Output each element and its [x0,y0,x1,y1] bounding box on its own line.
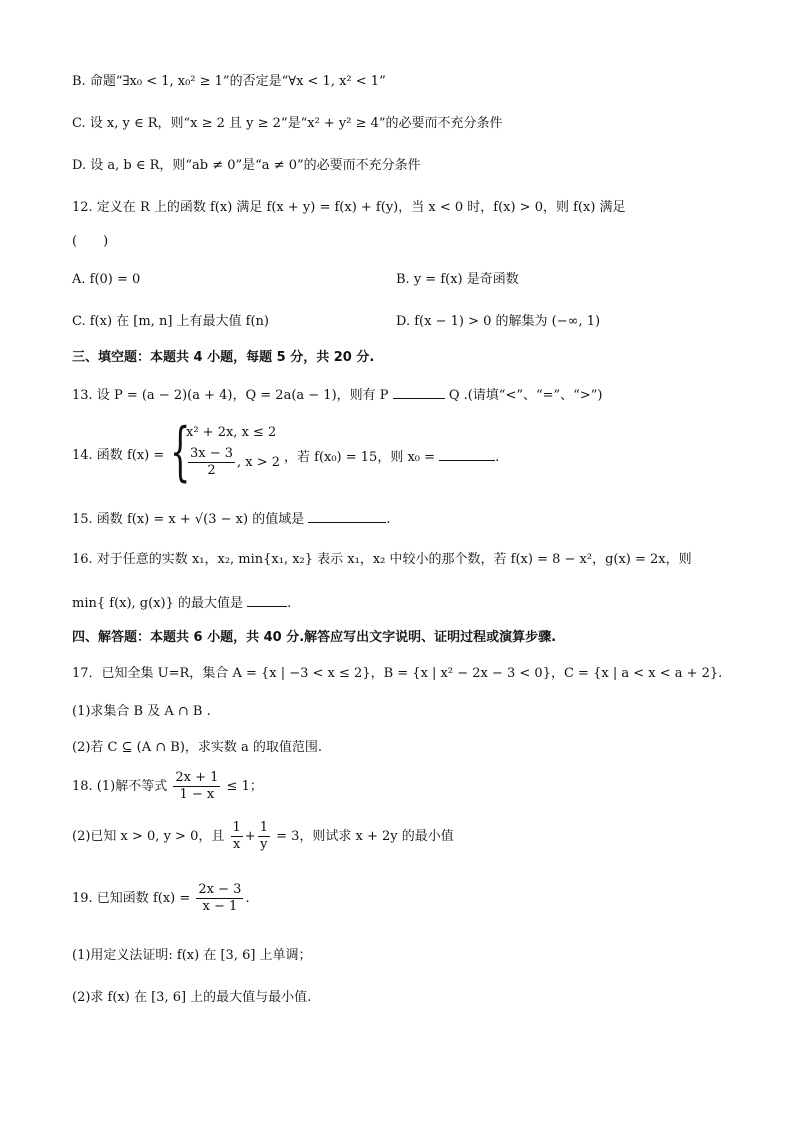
question-17-part-1: (1)求集合 B 及 A ∩ B . [72,704,211,719]
question-14-label: 14. 函数 f(x) = [72,448,165,463]
question-14-end: . [495,450,500,465]
section-4-heading: 四、解答题：本题共 6 小题，共 40 分.解答应写出文字说明、证明过程或演算步骤. [72,630,557,645]
question-18-part-2-tail: = 3，则试求 x + 2y 的最小值 [276,829,454,844]
question-15-end: . [386,512,391,527]
question-16: 16. 对于任意的实数 x₁，x₂, min{x₁, x₂} 表示 x₁，x₂ 中较小的那个数，若 f(x) = 8 − x²，g(x) = 2x，则 [72,552,692,567]
question-18-part-2-lead: (2)已知 x > 0, y > 0，且 [72,829,225,844]
question-15-blank [308,508,386,523]
question-12-option-b: B. y = f(x) 是奇函数 [396,272,519,287]
question-16-blank [247,592,287,607]
question-19-denominator: x − 1 [202,899,238,914]
question-13-text: 13. 设 P = (a − 2)(a + 4)，Q = 2a(a − 1)，则有 P [72,388,389,403]
question-18-tail: ≤ 1； [226,779,263,794]
question-14-tail-text: ，若 f(x₀) = 15，则 x₀ = [284,450,436,465]
question-18-frac-2 [258,820,270,853]
question-19 [72,882,250,915]
question-18-frac-1-num: 1 [232,820,241,835]
question-14-tail [284,446,499,468]
question-16-line-2-text: min{ f(x), g(x)} 的最大值是 [72,596,244,611]
question-18-frac-2-num: 1 [259,820,268,835]
question-18-frac-1 [231,820,243,853]
question-18-frac-1-den: x [232,837,241,852]
piecewise-brace: { [170,415,191,489]
question-18-part-1 [72,770,263,803]
question-17-part-2: (2)若 C ⊆ (A ∩ B)，求实数 a 的取值范围. [72,740,323,755]
question-19-part-2: (2)求 f(x) 在 [3, 6] 上的最大值与最小值. [72,990,312,1005]
question-16-line-2 [72,592,291,614]
question-13-blank [393,384,445,399]
question-18-plus: + [244,829,256,844]
question-19-fraction [196,882,243,915]
question-18-denominator: 1 − x [179,787,215,802]
question-12-option-c: C. f(x) 在 [m, n] 上有最大值 f(n) [72,314,269,329]
question-13 [72,384,602,406]
option-b: B. 命题“∃x₀ < 1, x₀² ≥ 1”的否定是“∀x < 1, x² < 1” [72,74,386,89]
question-18-label: 18. (1)解不等式 [72,779,168,794]
question-14-case-2-condition: , x > 2 [237,455,281,470]
question-17: 17．已知全集 U=R，集合 A = {x | −3 < x ≤ 2}，B = {x | x² − 2x − 3 < 0}，C = {x | a < x < a + 2}. [72,666,723,681]
question-14-case-2 [186,446,280,479]
question-19-part-1: (1)用定义法证明: f(x) 在 [3, 6] 上单调； [72,948,312,963]
question-15-text: 15. 函数 f(x) = x + √(3 − x) 的值域是 [72,512,305,527]
question-19-end: . [245,891,250,906]
question-18-fraction [173,770,220,803]
section-3-heading: 三、填空题：本题共 4 小题，每题 5 分，共 20 分. [72,350,375,365]
question-15 [72,508,390,530]
question-14-fraction [188,446,235,479]
question-19-label: 19. 已知函数 f(x) = [72,891,191,906]
question-12-option-a: A. f(0) = 0 [72,272,141,287]
question-14-case-1: x² + 2x, x ≤ 2 [186,425,277,440]
question-14-blank [439,446,495,461]
question-18-frac-2-den: y [260,837,268,852]
question-16-end: . [287,596,292,611]
question-12-answer-paren: ( ) [72,234,109,249]
question-12: 12. 定义在 R 上的函数 f(x) 满足 f(x + y) = f(x) + f(y)，当 x < 0 时，f(x) > 0，则 f(x) 满足 [72,200,626,215]
question-14-denominator: 2 [207,463,216,478]
question-18-numerator: 2x + 1 [175,770,219,785]
question-13-tail: Q .(请填“<”、“=”、“>”) [448,388,603,403]
option-d: D. 设 a, b ∈ R，则“ab ≠ 0”是“a ≠ 0”的必要而不充分条件 [72,158,421,173]
question-14-numerator: 3x − 3 [190,446,234,461]
option-c: C. 设 x, y ∈ R，则“x ≥ 2 且 y ≥ 2”是“x² + y² ≥ 4”的必要而不充分条件 [72,116,503,131]
question-19-numerator: 2x − 3 [198,882,242,897]
question-18-part-2 [72,820,454,853]
question-12-option-d: D. f(x − 1) > 0 的解集为 (−∞, 1) [396,314,601,329]
